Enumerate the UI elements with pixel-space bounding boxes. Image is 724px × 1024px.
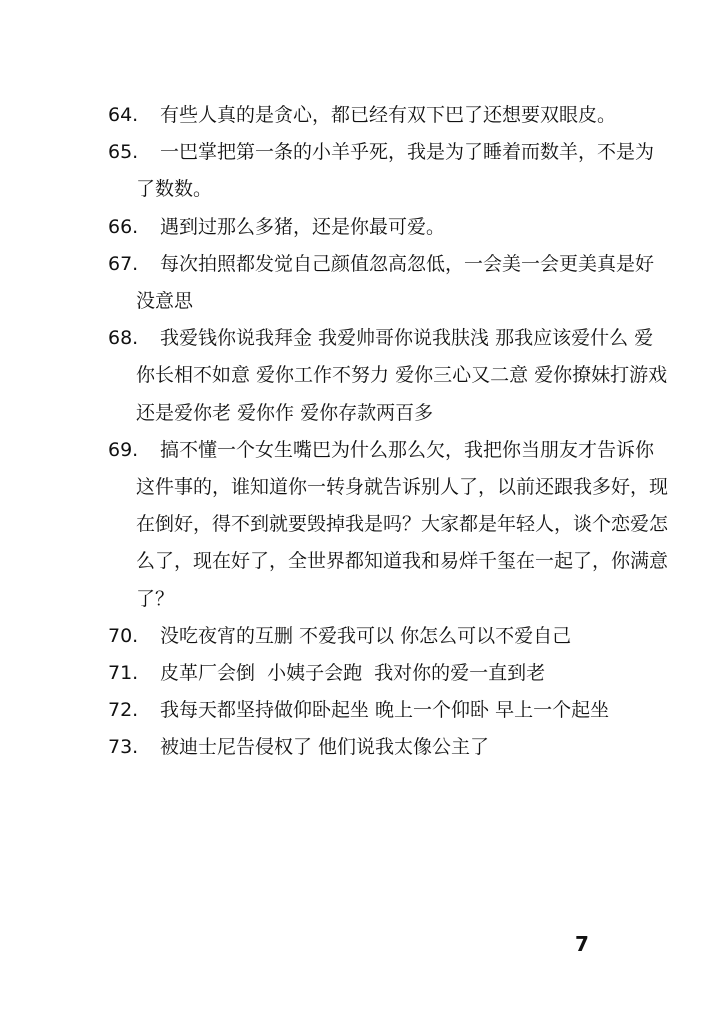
item-text: 被迪士尼告侵权了 他们说我太像公主了 [160, 736, 490, 759]
item-text: 有些人真的是贪心，都已经有双下巴了还想要双眼皮。 [160, 104, 617, 126]
list-item [108, 97, 668, 134]
list-item [108, 432, 668, 618]
list-item [108, 209, 668, 246]
item-number: 70. [108, 624, 139, 647]
list-item [108, 729, 668, 766]
list-item [108, 692, 668, 729]
item-number: 64. [108, 104, 139, 126]
list-item [108, 320, 674, 432]
item-text: 一巴掌把第一条的小羊乎死，我是为了睡着而数羊，不是为了数数。 [136, 141, 655, 201]
joke-list [108, 97, 674, 767]
list-item [108, 618, 668, 655]
item-text: 遇到过那么多猪，还是你最可爱。 [160, 215, 446, 238]
list-item [108, 246, 668, 320]
item-text: 我爱钱你说我拜金 我爱帅哥你说我肤浅 那我应该爱什么 爱你长相不如意 爱你工作不努力 爱你三心又二意 爱你撩妹打游戏 还是爱你老 爱你作 爱你存款两百多 [136, 327, 674, 424]
page-number: 7 [575, 932, 589, 956]
item-number: 72. [108, 699, 139, 722]
item-number: 67. [108, 252, 139, 275]
item-text: 皮革厂会倒 小姨子会跑 我对你的爱一直到老 [160, 662, 546, 685]
item-text: 我每天都坚持做仰卧起坐 晚上一个仰卧 早上一个起坐 [160, 699, 610, 722]
item-number: 66. [108, 215, 139, 238]
item-number: 69. [108, 438, 139, 461]
item-text: 没吃夜宵的互删 不爱我可以 你怎么可以不爱自己 [160, 624, 572, 647]
item-number: 65. [108, 141, 139, 164]
item-number: 71. [108, 662, 139, 685]
list-item [108, 655, 668, 692]
item-text: 搞不懂一个女生嘴巴为什么那么欠，我把你当朋友才告诉你这件事的，谁知道你一转身就告诉别人了，以前还跟我多好，现在倒好，得不到就要毁掉我是吗？大家都是年轻人，谈个恋爱怎么了，现在好了，全世界都知道我和易烊千玺在一起了，你满意了？ [136, 438, 669, 610]
item-text: 每次拍照都发觉自己颜值忽高忽低，一会美一会更美真是好没意思 [136, 252, 655, 313]
list-item [108, 134, 668, 208]
item-number: 73. [108, 736, 139, 759]
item-number: 68. [108, 327, 139, 350]
